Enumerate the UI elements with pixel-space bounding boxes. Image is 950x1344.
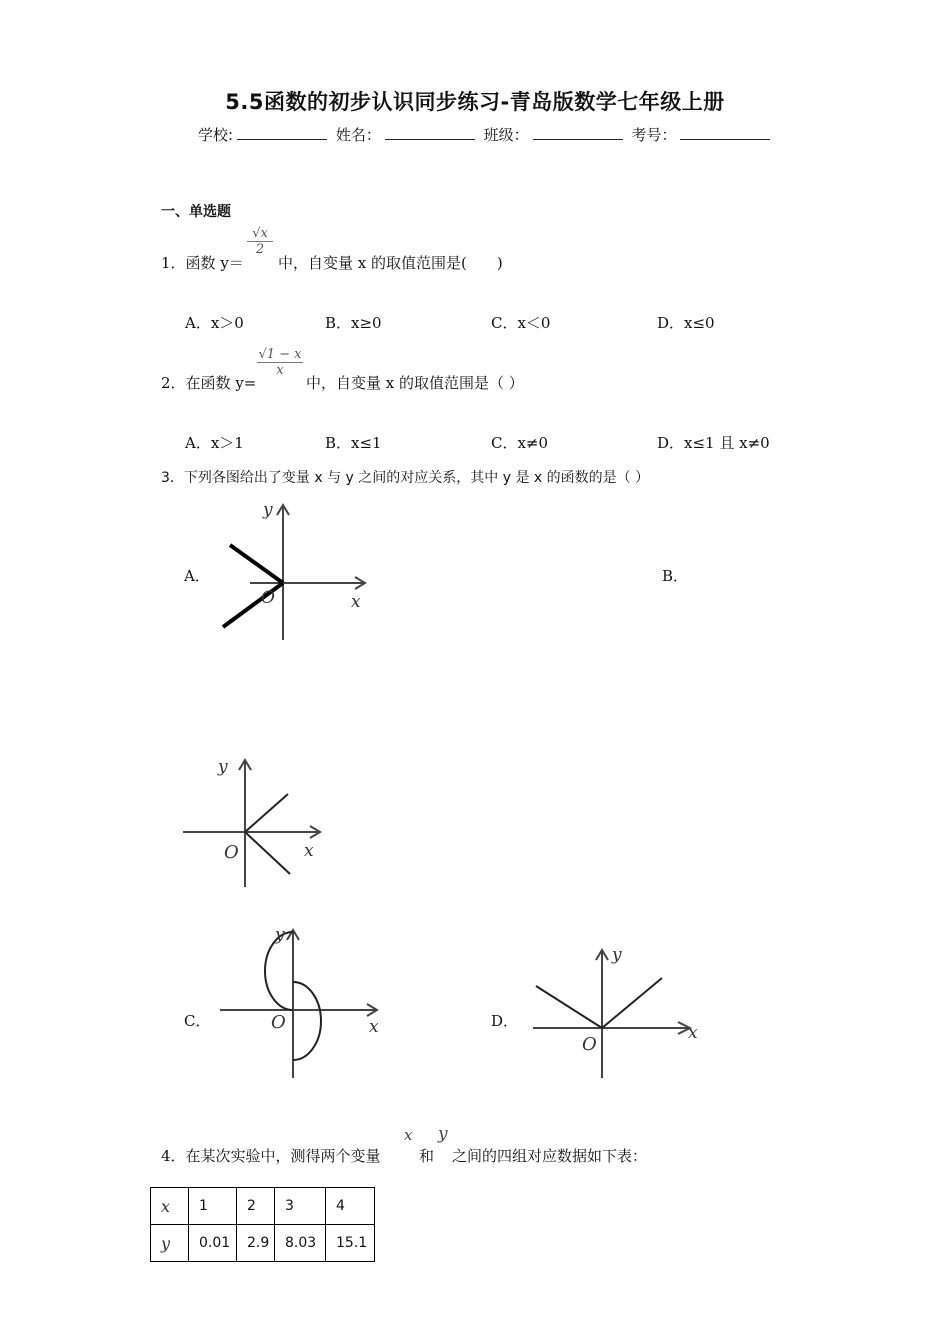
graph-d[interactable]	[528, 942, 708, 1082]
table-cell: 15.1	[326, 1225, 375, 1262]
question-2	[161, 372, 256, 393]
q4-number: 4．	[161, 1147, 186, 1165]
q2-option-c[interactable]: C．x≠0	[491, 434, 549, 452]
q2-option-a[interactable]: A．x＞1	[185, 434, 244, 452]
q2-prefix: 在函数 y=	[185, 374, 257, 392]
q1-option-d[interactable]: D．x≤0	[657, 314, 715, 332]
q3-text: 下列各图给出了变量 x 与 y 之间的对应关系，其中 y 是 x 的函数的是（ ）	[183, 470, 650, 486]
question-3	[161, 467, 649, 487]
graph-a[interactable]	[215, 495, 380, 645]
q4-prefix: 在某次实验中，测得两个变量	[185, 1147, 381, 1165]
table-cell: 4	[326, 1188, 375, 1225]
q1-option-b[interactable]: B．x≥0	[325, 314, 382, 332]
table-row-y	[151, 1225, 375, 1262]
q2-suffix: 中，自变量 x 的取值范围是（ ）	[306, 374, 524, 392]
q2-option-b[interactable]: B．x≤1	[325, 434, 382, 452]
graph-b-upper-ray	[245, 794, 288, 832]
q1-frac-den: 2	[247, 241, 273, 257]
class-label: 班级：	[483, 126, 529, 144]
school-blank[interactable]	[237, 125, 327, 140]
question-4	[161, 1145, 381, 1166]
page-title: 5.5函数的初步认识同步练习-青岛版数学七年级上册	[225, 90, 725, 114]
graph-c-origin-label: O	[271, 1012, 286, 1033]
q3-option-b-label[interactable]: B．	[662, 567, 689, 585]
table-cell: 0.01	[189, 1225, 237, 1262]
question-1	[161, 252, 244, 273]
school-label: 学校:	[198, 126, 234, 144]
student-info-line	[198, 124, 774, 145]
table-cell: 1	[189, 1188, 237, 1225]
graph-b-lower-ray	[245, 832, 290, 874]
graph-c[interactable]	[215, 920, 385, 1082]
graph-d-right-ray	[602, 978, 662, 1028]
table-row-y-label: y	[151, 1225, 189, 1262]
q2-frac-num: √1 − x	[258, 347, 302, 362]
graph-c-y-label: y	[275, 925, 285, 945]
exam-no-blank[interactable]	[680, 125, 770, 140]
q1-number: 1．	[161, 254, 186, 272]
table-cell: 2	[237, 1188, 275, 1225]
table-cell: 8.03	[275, 1225, 326, 1262]
name-blank[interactable]	[385, 125, 475, 140]
q3-option-c-label[interactable]: C．	[184, 1012, 211, 1030]
graph-c-lower-arc	[293, 982, 321, 1060]
graph-a-upper-ray	[230, 545, 283, 583]
q2-fraction	[257, 347, 303, 378]
q1-frac-num: √x	[252, 226, 268, 241]
data-table	[150, 1187, 375, 1262]
q1-fraction	[247, 226, 273, 257]
name-label: 姓名：	[335, 126, 381, 144]
q2-option-d[interactable]: D．x≤1 且 x≠0	[657, 434, 770, 452]
q1-suffix: 中，自变量 x 的取值范围是( )	[278, 254, 503, 272]
class-blank[interactable]	[533, 125, 623, 140]
q4-var-y: y	[438, 1124, 448, 1144]
table-cell: 3	[275, 1188, 326, 1225]
q1-option-a[interactable]: A．x＞0	[185, 314, 244, 332]
q4-var-x: x	[404, 1126, 413, 1144]
table-cell: 2.9	[237, 1225, 275, 1262]
graph-a-x-label: x	[351, 592, 361, 612]
graph-b-origin-label: O	[224, 842, 239, 863]
q2-frac-den: x	[257, 362, 303, 378]
q2-number: 2．	[161, 374, 186, 392]
table-row-x-label: x	[151, 1188, 189, 1225]
q4-conj: 和	[419, 1147, 435, 1165]
q1-option-c[interactable]: C．x＜0	[491, 314, 551, 332]
q3-number: 3．	[161, 470, 184, 486]
q4-suffix: 之间的四组对应数据如下表：	[452, 1147, 648, 1165]
section-title: 一、单选题	[161, 204, 231, 220]
q3-option-d-label[interactable]: D．	[491, 1012, 519, 1030]
graph-b-y-label: y	[218, 757, 228, 777]
graph-a-origin-label: O	[261, 588, 275, 608]
q1-prefix: 函数 y＝	[185, 254, 244, 272]
graph-d-left-ray	[536, 986, 602, 1028]
graph-d-origin-label: O	[582, 1034, 597, 1055]
graph-a-y-label: y	[263, 500, 273, 520]
graph-b[interactable]	[180, 752, 330, 892]
graph-c-x-label: x	[369, 1017, 379, 1037]
q3-option-a-label[interactable]: A．	[184, 567, 210, 585]
graph-d-x-label: x	[688, 1023, 698, 1043]
graph-b-x-label: x	[304, 841, 314, 861]
graph-d-y-label: y	[612, 945, 622, 965]
exam-no-label: 考号：	[631, 126, 677, 144]
table-row-x	[151, 1188, 375, 1225]
